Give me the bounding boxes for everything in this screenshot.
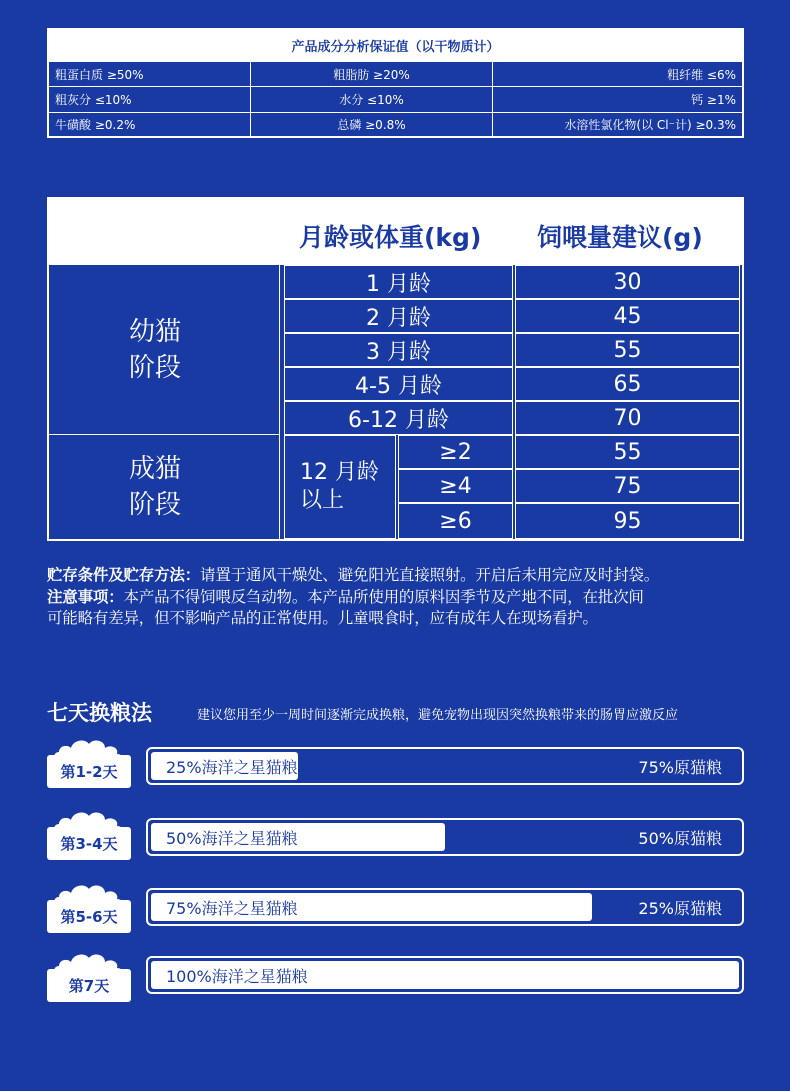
guarantee-row [49, 112, 742, 137]
guarantee-row [49, 86, 742, 111]
amount-cell: 45 [515, 299, 740, 333]
caution-note [47, 587, 762, 609]
ratio-bar [146, 888, 744, 926]
day-label: 第1-2天 [47, 755, 131, 788]
feeding-body [49, 265, 742, 539]
guarantee-cell: 粗纤维 ≤6% [667, 67, 736, 82]
header-age: 月龄或体重(kg) [299, 223, 482, 252]
kitten-stage-label: 幼猫阶段 [129, 316, 182, 383]
transition-title: 七天换粮法 [47, 701, 152, 725]
storage-note [47, 565, 762, 587]
notes [47, 565, 762, 630]
old-food-label: 50%原猫粮 [638, 828, 722, 848]
guarantee-table [47, 28, 744, 138]
guarantee-cell: 粗灰分 ≤10% [49, 87, 251, 111]
adult-stage [49, 435, 280, 539]
amount-cell: 65 [515, 367, 740, 401]
caution-text: 本产品不得饲喂反刍动物。本产品所使用的原料因季节及产地不同，在批次间 [123, 587, 644, 606]
ratio-bar [146, 956, 744, 994]
guarantee-title: 产品成分分析保证值（以干物质计） [49, 30, 742, 61]
amount-cell: 95 [515, 503, 740, 539]
storage-label: 贮存条件及贮存方法： [47, 566, 201, 584]
adult-stage-label: 成猫阶段 [129, 454, 182, 520]
age-cell: 3 月龄 [284, 333, 513, 367]
new-food-label: 25%海洋之星猫粮 [166, 757, 298, 777]
kitten-stage [49, 265, 280, 435]
adult-age-label: 12 月龄以上 [300, 460, 379, 513]
age-cell: 2 月龄 [284, 299, 513, 333]
day-label: 第5-6天 [47, 900, 131, 933]
header-amount: 饲喂量建议(g) [537, 223, 703, 252]
amount-cell: 70 [515, 401, 740, 435]
age-cell: 1 月龄 [284, 265, 513, 299]
guarantee-cell: 总磷 ≥0.8% [251, 113, 493, 137]
weight-cell: ≥6 [398, 503, 513, 539]
caution-note-continued: 可能略有差异，但不影响产品的正常使用。儿童喂食时，应有成年人在现场看护。 [47, 609, 598, 627]
weight-cell: ≥4 [398, 469, 513, 503]
age-cell: 4-5 月龄 [284, 367, 513, 401]
amount-cell: 75 [515, 469, 740, 503]
guarantee-cell: 粗脂肪 ≥20% [251, 62, 493, 86]
guarantee-cell: 牛磺酸 ≥0.2% [49, 113, 251, 137]
ratio-bar [146, 747, 744, 785]
feeding-header [49, 199, 742, 265]
day-badge [47, 952, 131, 1002]
old-food-label: 25%原猫粮 [638, 898, 722, 918]
new-food-label: 75%海洋之星猫粮 [166, 898, 298, 918]
day-label: 第7天 [47, 969, 131, 1002]
guarantee-cell: 水分 ≤10% [251, 87, 493, 111]
day-label: 第3-4天 [47, 827, 131, 860]
day-badge [47, 810, 131, 860]
storage-text: 请置于通风干燥处、避免阳光直接照射。开启后未用完应及时封袋。 [200, 566, 660, 584]
guarantee-row [49, 61, 742, 86]
old-food-label: 75%原猫粮 [638, 757, 722, 777]
feeding-table [47, 197, 744, 541]
ratio-bar [146, 818, 744, 856]
amount-cell: 55 [515, 333, 740, 367]
weight-cell: ≥2 [398, 435, 513, 469]
guarantee-cell: 钙 ≥1% [691, 92, 736, 107]
guarantee-cell: 粗蛋白质 ≥50% [49, 62, 251, 86]
adult-age-cell [284, 435, 396, 539]
new-food-label: 50%海洋之星猫粮 [166, 828, 298, 848]
age-cell: 6-12 月龄 [284, 401, 513, 435]
amount-cell: 55 [515, 435, 740, 469]
day-badge [47, 883, 131, 933]
amount-cell: 30 [515, 265, 740, 299]
day-badge [47, 738, 131, 788]
caution-label: 注意事项： [47, 587, 124, 606]
guarantee-cell: 水溶性氯化物(以 Cl⁻计) ≥0.3% [564, 118, 736, 133]
new-food-label: 100%海洋之星猫粮 [166, 966, 308, 986]
transition-description: 建议您用至少一周时间逐渐完成换粮，避免宠物出现因突然换粮带来的肠胃应激反应 [197, 708, 679, 723]
